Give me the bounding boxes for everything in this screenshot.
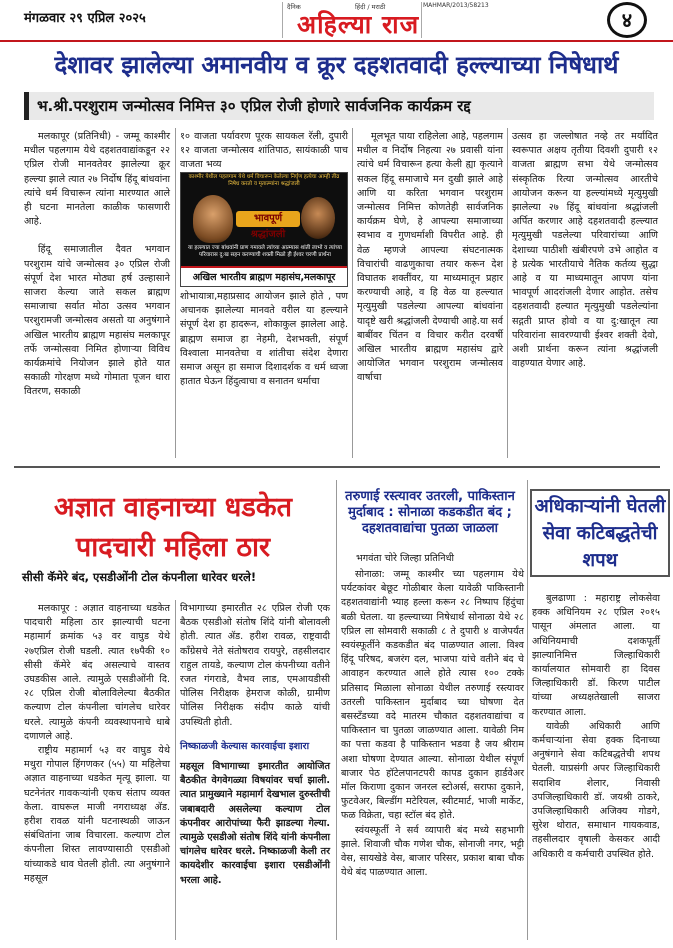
- paragraph: सोनाळा: जम्मू काश्मीर च्या पहलगाम येथे पर्यटकांवर बेछूट गोळीबार केला यावेळी पाकिस्तानी दहशतवाद्यांनी भ्याह हल्ला करून २८ निष्पाप हिंदुंचा बळी घेतला. या हल्ल्याच्या निषेधार्थ सोनाळा येथे २८ एप्रिल ला सोमवारी सकाळी ८ ते दुपारी ४ वाजेपर्यंत स्वयंस्फूर्तीने कडकडीत बंद पाळण्यात आला. विश्व हिंदू परिषद, बजरंग दल, भाजपा यांचे वतीने बंद चे आवाहन करण्यात आले होते त्यास १०० टक्के प्रतिसाद मिळाला सोनाळा येथील तरुणाई रस्त्यावर उतरली पाकिस्तान मुर्दाबाद च्या घोषणा देत बसस्टँडच्या वदे मातरम चौकात दहशतवाद्यांचा व पाकिस्तान चा पुतळा जाळण्यात आला. यावेळी निम का पत्ता कडवा है पाकिस्तान भडवा है जय श्रीराम अशा घोषणा देण्यात आल्या. सोनाळा येथील संपूर्ण बाजार पेठ हॉटेलपानटपरी कापड दुकान हार्डवेअर मॉल किराणा दुकान जनरल स्टोअर्स, सराफा दुकाने, फुटवेअर, बिल्डींग मटेरियल, स्वीटमार्ट, भाजी मार्केट, फळ विक्रेता, चहा स्टॉल बंद होते.: [341, 569, 524, 822]
- column-divider: [336, 480, 337, 940]
- masthead: [282, 2, 489, 39]
- sonala-byline: भगवंता चोरे जिल्हा प्रतिनिधी: [356, 553, 455, 564]
- section-divider: [14, 466, 660, 468]
- column-divider: [175, 128, 176, 458]
- column-divider: [352, 128, 353, 458]
- paragraph: बुलढाणा : महाराष्ट्र लोकसेवा हक्क अधिनियम २८ एप्रिल २०१५ पासून अंमलात आला. या अधिनियमाची दशकपूर्ती झाल्यानिमित्त जिल्हाधिकारी कार्यालयात सोमवारी हा दिवस जिल्हाधिकारी डॉ. किरण पाटील यांच्या अध्यक्षतेखाली साजरा करण्यात आला.: [532, 593, 660, 718]
- sonala-body: [341, 568, 524, 880]
- paragraph: विभागाच्या इमारतीत २८ एप्रिल रोजी एक बैठक एसडीओ संतोष शिंदे यांनी बोलावली होती. त्यात ॲड. हरीश रावळ, राष्ट्रवादी काँग्रेसचे नेते संतोषराव रायपुरे, तहसीलदार राहुल तायडे, कल्याण टोल कंपनीच्या वतीने रजत गंगराडे, वैभव लाड, एमआयडीसी पोलिस निरीक्षक हेमराज कोळी, ग्रामीण पोलिस निरीक्षक संदीप काळे यांची उपस्थिती होती.: [180, 603, 330, 728]
- ad-organisation: अखिल भारतीय ब्राह्मण महासंघ,मलकापूर: [181, 266, 347, 286]
- registration-number: MAHMAR/2013/58213: [423, 2, 489, 9]
- column-divider: [507, 128, 508, 458]
- lead-column-3: [357, 130, 503, 386]
- deity-portrait: [193, 195, 233, 243]
- lead-column-1: [24, 130, 170, 400]
- lead-headline: देशावर झालेल्या अमानवीय व क्रूर दहशतवादी हल्ल्याच्या निषेधार्थ: [54, 50, 619, 79]
- paragraph: स्वंयस्फूर्ती ने सर्व व्यापारी बंद मध्ये सहभागी झाले. शिवाजी चौक गणेश चौक, सोनाजी नगर, भट्टी वेस, सायखेडे वेस, बाजार परिसर, प्रकाश बाबा चौक येथे बंद पाळण्यात आला.: [341, 824, 524, 879]
- section-subheading: निष्काळजी केल्यास कारवाईचा इशारा: [180, 740, 310, 752]
- paragraph: महसूल विभागाच्या इमारतीत आयोजित बैठकीत वेगवेगळ्या विषयांवर चर्चा झाली. त्यात प्रामुख्याने महामार्ग देखभाल दुरुस्तीची जबाबदारी असलेल्या कल्याण टोल कंपनीवर आरोपांच्या फैरी झाडल्या गेल्या. त्यामुळे एसडीओ संतोष शिंदे यांनी कंपनीला चांगलेच धारेवर धरले. निष्काळजी केली तर कायदेशीर कारवाईचा इशारा एसडीओंनी भरला आहे.: [180, 761, 330, 886]
- issue-date: मंगळवार २९ एप्रिल २०२५: [24, 11, 146, 26]
- accident-headline-line-1: अज्ञात वाहनाच्या धडकेत: [54, 492, 292, 523]
- oath-body: [532, 592, 660, 862]
- oath-headline: अधिकाऱ्यांनी घेतली सेवा कटिबद्धतेची शपथ: [530, 489, 670, 577]
- paragraph: यावेळी अधिकारी आणि कर्मचाऱ्यांना सेवा हक्क दिनाच्या अनुषंगाने सेवा कटिबद्धतेची शपथ घेतली. याप्रसंगी अपर जिल्हाधिकारी सदाशिव शेलार, निवासी उपजिल्हाधिकारी डॉ. जयश्री ठाकरे, उपजिल्हाधिकारी अजिक्य गोडगे, सुरेश थोरात, समाधान गायकवाड, तहसीलदार वृषाली केसकर आदी अधिकारी व कर्मचारी उपस्थित होते.: [532, 720, 660, 860]
- paragraph: मलकापूर : अज्ञात वाहनाच्या धडकेत पादचारी महिला ठार झाल्याची घटना महामार्ग क्रमांक ५३ वर वाघुड येथे २७एप्रिल रोजी घडली. त्यात १७पैकी १० सीसी कॅमेरे बंद असल्याचे वास्तव उघडकीस आले. त्यामुळे एसडीओंनी दि. २८ एप्रिल रोजी बोलाविलेल्या बैठकीत कल्याण टोल कंपनीला चांगलेच धारेवर धरले. त्यामुळे कंपनी व्यवस्थापनाचे धाबे दणाणले आहे.: [24, 603, 170, 742]
- paragraph: राष्ट्रीय महामार्ग ५३ वर वाघुड येथे मथुरा गोपाल हिंगणकर (५५) या महिलेचा अज्ञात वाहनाच्या धडकेत मृत्यू झाला. या घटनेनंतर गावकऱ्यांनी एकच संताप व्यक्त केला. वाघरूल माजी नगराध्यक्ष ॲड. हरीश रावळ यांनी घटनास्थळी जाऊन संबंधितांना जाब विचारला. कल्याण टोल कंपनीला शिस्त लावण्यासाठी एसडीओ यांच्याकडे धाव घेतली होती. त्या अनुषंगाने महसूल: [24, 745, 170, 884]
- paragraph: मलकापूर (प्रतिनिधी) - जम्मू काश्मीर मधील पहलगाम येथे दहशतवाद्यांकडून २२ एप्रिल रोजी मानवतेवर झालेल्या क्रूर हल्ल्या झाले त्यात २७ निर्दोष हिंदू बांधवांना त्यांचे धर्म विचारून त्यांना मारण्यात आले ही घटना मानतेला काळीक फासणारी आहे.: [24, 131, 170, 228]
- masthead-small: दैनिक: [287, 3, 301, 11]
- sonala-headline: तरुणाई रस्त्यावर उतरली, पाकिस्तान मुर्दाबाद : सोनाळा कडकडीत बंद ; दहशतवाद्यांचा पुतळा जाळला: [345, 489, 515, 536]
- accident-column-1: [24, 602, 170, 886]
- person-portrait: [301, 197, 335, 239]
- accident-column-2: [180, 602, 330, 888]
- accident-subheadline: सीसी कॅमेरे बंद, एसडीओंनी टोल कंपनीला धारेवर धरले!: [22, 570, 257, 584]
- paragraph: मूलभूत पाया राहिलेला आहे, पहलगाम मधील व निर्दोष निहत्या २७ प्रवासी यांना त्यांचे धर्म विचारून हत्या केली ह्या कृत्याने सकल हिंदू समाजाचे मन दुखी झाले आहे आणि या करिता भगवान परशुराम जन्मोत्सव निमित्त कोणतेही सार्वजनिक कार्यक्रम घेणे, हे आपल्या समाजाच्या स्वभाव व गुणधर्माशी विपरीत आहे. ही वेळ म्हणजे आपल्या संघटनात्मक विचारांची वाढणुकाचा तयार करून देश विघातक शक्तींवर, या माध्यमातून प्रहार करण्याची आहे, व हि वेळ या हल्ल्यात मृत्युमुखी पडलेल्या आपल्या बांधवांना यादृष्टे खरी श्रद्धांजली देण्याची आहे.या सर्व बाबींवर चिंतन व विचार करीत दरवर्षी अखिल भारतीय ब्राह्मण महासंघ द्वारे आयोजित भगवान परशुराम जन्मोत्सव वार्षाचा: [357, 131, 503, 384]
- lead-subheadline: भ.श्री.परशुराम जन्मोत्सव निमित्त ३० एप्रिल रोजी होणारे सार्वजनिक कार्यक्रम रद्द: [24, 92, 654, 120]
- paragraph: हिंदू समाजातील दैवत भगवान परशुराम यांचे जन्मोत्सव ३० एप्रिल रोजी संपूर्ण देश भारत मोठ्या हर्ष उल्हासाने साजरा केल्या जाते सकल ब्राह्मण समाजाचा सर्वात मोठा उत्सव भगवान परशुरामजी जन्मोत्सव असतो या अनुषंगाने अखिल भारतीय ब्राह्मण महासंघ मलकापूर तर्फे जन्मोत्सवा निमित होणाऱ्या विविध कार्यक्रमांचे नियोजन झाले होते यात सकाळी गोरक्षण मध्ये गोमाता पूजन धारा वितरण, सकाळी: [24, 244, 170, 398]
- ad-message: या हल्ल्यात ज्या बांधवांनी प्राण गमावले त्यांच्या आत्म्यास शांती लाभो व त्यांच्या परिवारास दु:ख सहन करण्याची शक्ती मिळो ही ईश्वर चरणी प्रार्थना: [188, 245, 342, 258]
- column-divider: [175, 600, 176, 940]
- lead-column-2-bottom: शोभायात्रा,महाप्रसाद आयोजन झाले होते , पण अचानक झालेल्या मानवते वरील या हल्ल्याने संपूर्ण देश हा हादरून, शोकाकुल झालेला आहे. ब्राह्मण समाज हा नेहमी, देशभक्ती, संपूर्ण विश्वाला मानवतेचा व शांतीचा संदेश देणारा समाज असून हा समाज दिशादर्शक व धर्म ध्वजा हातात घेऊन हिंदुत्वाचा व सनातन धर्माचा: [180, 291, 348, 388]
- page-number: ४: [607, 2, 647, 38]
- tribute-advertisement: [180, 172, 348, 287]
- column-divider: [527, 480, 528, 940]
- ad-title: भावपूर्ण श्रद्धांजली: [236, 211, 300, 227]
- lead-column-2-top: १० वाजता पर्यावरण पूरक सायकल रॅली, दुपारी १२ वाजता जन्मोत्सव शांतिपाठ, सायंकाळी पाच वाजता भव्य: [180, 131, 348, 171]
- accident-headline-line-2: पादचारी महिला ठार: [75, 532, 271, 563]
- accident-headline: [14, 488, 332, 568]
- lead-column-4: उत्सव हा जल्लोषात नव्हे तर मर्यादित स्वरूपात अक्षय तृतीया दिवशी दुपारी १२ वाजता ब्राह्मण सभा येथे जन्मोत्सव संस्कृतिक रित्या जन्मोत्सव आरतीचे आयोजन करून या हल्ल्यांमध्ये मृत्युमुखी झालेल्या २७ हिंदू बांधवांना श्रद्धांजली अर्पित करणार आहे दहशतवादी हल्ल्यात मृत्युमुखी पडलेल्या परिवारांच्या आणि देशाच्या पाठीशी खंबीरपणे उभे आहोत व हे प्रत्येक भारतीयाचे नैतिक कर्तव्य सुद्धा आहे व या माध्यमातून आपण यांना भावपूर्ण आदरांजली देणार आहोत. तसेच दहशतवादी हल्यात मृत्युमुखी पडलेल्यांना सद्गती प्राप्त होवो व या दु:खातून त्या परिवारांना सावरण्याची ईश्वर शक्ती देवो, अशी प्रार्थना करून त्यांना श्रद्धांजली वाहण्यात येणार आहे.: [512, 131, 658, 370]
- ad-top-text: काश्मीर येथील पहलगाम येथे धर्म विचारून केलेल्या निर्घृण हत्येचा आम्ही तीव्र निषेध करतो व मृतात्म्यांना श्रद्धांजली: [188, 174, 340, 187]
- masthead-title: अहिल्या राज: [297, 10, 420, 39]
- masthead-sub: हिंदी / मराठी: [355, 3, 386, 11]
